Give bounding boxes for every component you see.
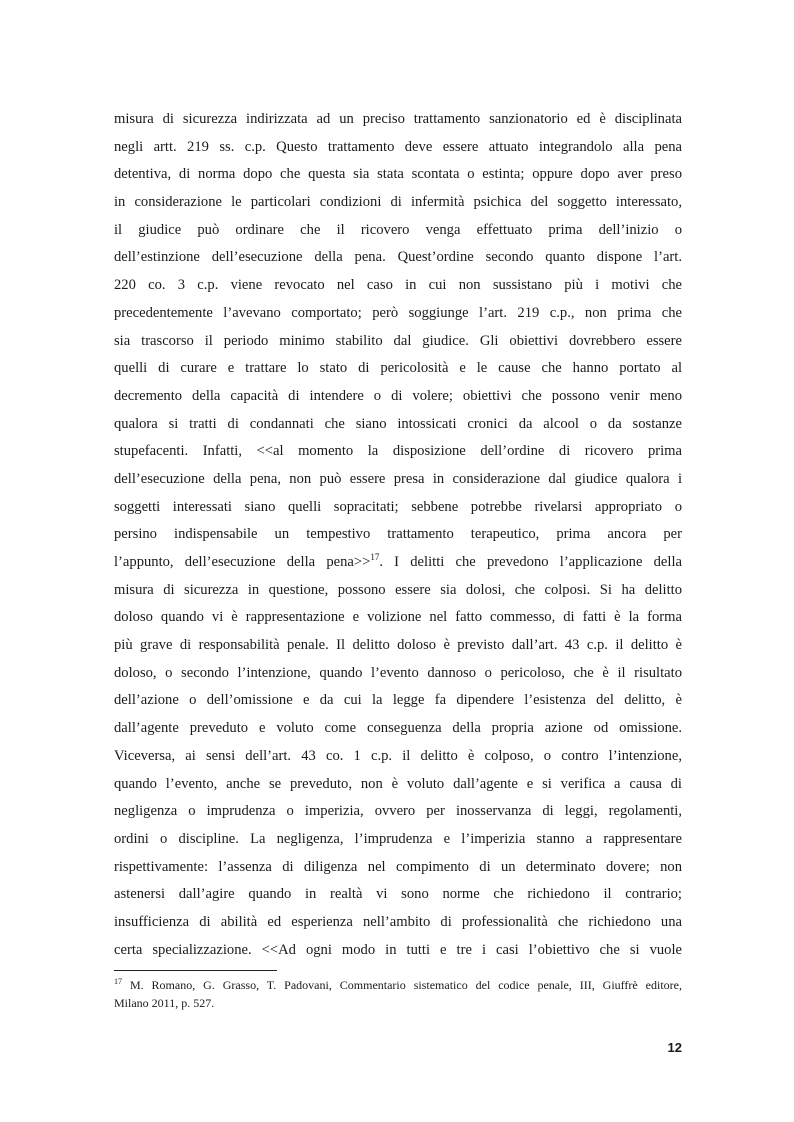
footnote-separator <box>114 970 277 971</box>
footnote-line: Milano 2011, p. 527. <box>114 996 215 1010</box>
text-line-with-footnote-ref <box>114 549 682 577</box>
text-line: qualora si tratti di condannati che siano intossicati cronici da alcool o da sostanze <box>114 415 682 432</box>
text-line: doloso, o secondo l’intenzione, quando l’evento dannoso o pericoloso, che è il risultato <box>114 664 682 681</box>
text-line: quando l’evento, anche se preveduto, non è voluto dall’agente e si verifica a causa di <box>114 775 682 792</box>
text-line: Viceversa, ai sensi dell’art. 43 co. 1 c.p. il delitto è colposo, o contro l’intenzione, <box>114 747 682 764</box>
text-line: più grave di responsabilità penale. Il delitto doloso è previsto dall’art. 43 c.p. il delitto è <box>114 637 682 654</box>
footnote-reference[interactable]: 17 <box>370 552 380 563</box>
text-line: 220 co. 3 c.p. viene revocato nel caso in cui non sussistano più i motivi che <box>114 277 682 294</box>
footnote-line <box>114 976 682 994</box>
text-line: astenersi dall’agire quando in realtà vi sono norme che richiedono il contrario; <box>114 886 682 903</box>
text-line: certa specializzazione. <<Ad ogni modo in tutti e tre i casi l’obiettivo che si vuole <box>114 941 682 958</box>
footnote-text: M. Romano, G. Grasso, T. Padovani, Commentario sistematico del codice penale, III, Giuffrè editore, <box>122 978 682 992</box>
text-line: detentiva, di norma dopo che questa sia stata scontata o estinta; oppure dopo aver preso <box>114 166 682 183</box>
text-line: negli artt. 219 ss. c.p. Questo trattamento deve essere attuato integrandolo alla pena <box>114 138 682 155</box>
text-line: negligenza o imprudenza o imperizia, ovvero per inosservanza di leggi, regolamenti, <box>114 803 682 820</box>
text-line: insufficienza di abilità ed esperienza nell’ambito di professionalità che richiedono una <box>114 913 682 930</box>
page-number: 12 <box>667 1040 682 1055</box>
text-line: dell’azione o dell’omissione e da cui la legge fa dipendere l’esistenza del delitto, è <box>114 692 682 709</box>
text-line: dall’agente preveduto e voluto come conseguenza della propria azione od omissione. <box>114 720 682 737</box>
text-line: quelli di curare e trattare lo stato di pericolosità e le cause che hanno portato al <box>114 360 682 377</box>
text-line: in considerazione le particolari condizioni di infermità psichica del soggetto interessato, <box>114 194 682 211</box>
text-line: il giudice può ordinare che il ricovero venga effettuato prima dell’inizio o <box>114 221 682 238</box>
text-line: precedentemente l’avevano comportato; però soggiunge l’art. 219 c.p., non prima che <box>114 304 682 321</box>
text-line: misura di sicurezza in questione, possono essere sia dolosi, che colposi. Si ha delitto <box>114 581 682 598</box>
text-line: stupefacenti. Infatti, <<al momento la disposizione dell’ordine di ricovero prima <box>114 443 682 460</box>
text-line: dell’estinzione dell’esecuzione della pena. Quest’ordine secondo quanto dispone l’art. <box>114 249 682 266</box>
text-line: soggetti interessati siano quelli sopracitati; sebbene potrebbe rivelarsi appropriato o <box>114 498 682 515</box>
text-line: dell’esecuzione della pena, non può essere presa in considerazione dal giudice qualora i <box>114 470 682 487</box>
text-fragment: l’appunto, dell’esecuzione della pena>> <box>114 554 371 570</box>
text-line: misura di sicurezza indirizzata ad un preciso trattamento sanzionatorio ed è disciplinata <box>114 111 682 127</box>
text-line: decremento della capacità di intendere o di volere; obiettivi che possono venir meno <box>114 387 682 404</box>
text-line: rispettivamente: l’assenza di diligenza nel compimento di un determinato dovere; non <box>114 858 682 875</box>
text-line: sia trascorso il periodo minimo stabilito dal giudice. Gli obiettivi dovrebbero essere <box>114 332 682 349</box>
text-line: persino indispensabile un tempestivo trattamento terapeutico, prima ancora per <box>114 526 682 543</box>
footnote-number: 17 <box>114 977 122 986</box>
body-paragraph <box>114 106 682 964</box>
footnote <box>114 976 682 1012</box>
text-fragment: . I delitti che prevedono l’applicazione della <box>379 554 682 570</box>
text-line: doloso quando vi è rappresentazione e volizione nel fatto commesso, di fatti è la forma <box>114 609 682 626</box>
text-line: ordini o discipline. La negligenza, l’imprudenza e l’imperizia stanno a rappresentare <box>114 830 682 847</box>
